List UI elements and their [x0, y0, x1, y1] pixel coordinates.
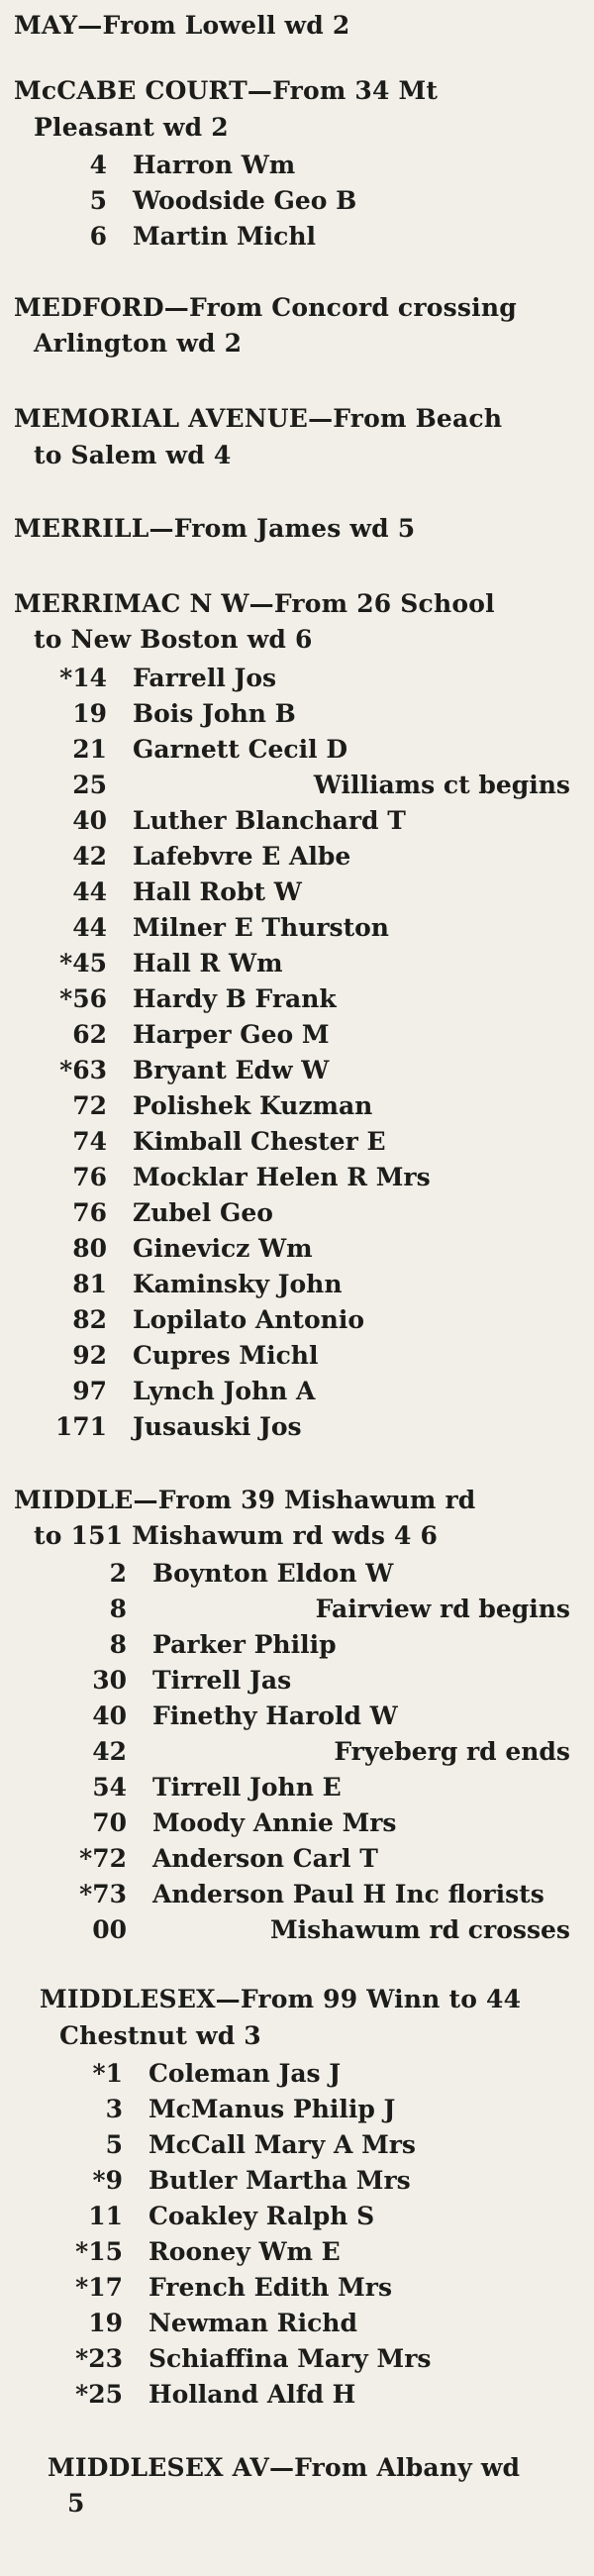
street-heading-text: MEMORIAL AVENUE—From Beach — [14, 404, 503, 434]
street-heading-text: MEDFORD—From Concord crossing — [14, 292, 517, 322]
resident-row — [14, 1770, 580, 1805]
house-number: 42 — [92, 1737, 127, 1766]
street-heading-text: MERRIMAC N W—From 26 School — [14, 589, 495, 618]
street-heading-continuation: to New Boston wd 6 — [34, 625, 313, 655]
resident-row — [14, 946, 580, 981]
entry-list — [14, 148, 580, 255]
house-number: 19 — [88, 2308, 123, 2337]
street-heading-text: MAY—From Lowell wd 2 — [14, 11, 350, 40]
house-number: 74 — [72, 1126, 107, 1156]
resident-row — [14, 2127, 580, 2163]
resident-row — [14, 1841, 580, 1877]
resident-name: French Edith Mrs — [148, 2272, 393, 2302]
house-number: 6 — [89, 221, 107, 251]
house-number: 21 — [72, 734, 107, 764]
house-number: 8 — [109, 1595, 127, 1623]
cross-street-note: Fryeberg rd ends — [334, 1737, 570, 1766]
cross-street-row — [14, 1912, 580, 1948]
house-number: *17 — [75, 2272, 123, 2302]
house-number: 44 — [72, 912, 107, 942]
resident-name: Bois John B — [133, 698, 296, 728]
resident-row — [14, 661, 580, 696]
house-number: 70 — [92, 1808, 127, 1837]
resident-row — [14, 1556, 580, 1592]
resident-row — [14, 910, 580, 946]
house-number: 5 — [89, 185, 107, 215]
resident-row — [14, 1017, 580, 1053]
resident-row — [14, 148, 580, 183]
resident-name: Coleman Jas J — [148, 2058, 342, 2088]
house-number: 76 — [72, 1197, 107, 1227]
resident-name: Kimball Chester E — [133, 1126, 386, 1156]
resident-row — [14, 1267, 580, 1302]
resident-row — [14, 803, 580, 839]
house-number: *45 — [59, 948, 107, 978]
resident-row — [14, 1805, 580, 1841]
resident-row — [14, 2199, 580, 2234]
resident-name: Kaminsky John — [133, 1269, 343, 1298]
house-number: *9 — [92, 2165, 123, 2195]
resident-name: Zubel Geo — [133, 1197, 273, 1227]
street-may — [14, 8, 580, 44]
resident-row — [14, 219, 580, 255]
resident-name: Mocklar Helen R Mrs — [133, 1162, 431, 1191]
resident-name: Boynton Eldon W — [152, 1559, 394, 1588]
street-mccabe — [14, 73, 580, 255]
street-heading-continuation: Chestnut wd 3 — [59, 2020, 261, 2050]
resident-row — [14, 2234, 580, 2270]
resident-row — [14, 981, 580, 1017]
resident-name: Lafebvre E Albe — [133, 841, 351, 871]
street-heading-continuation: Pleasant wd 2 — [34, 112, 229, 142]
resident-name: McManus Philip J — [148, 2094, 396, 2123]
house-number: *15 — [75, 2236, 123, 2266]
street-heading — [14, 290, 580, 362]
resident-name: Hall Robt W — [133, 876, 302, 906]
resident-row — [14, 2306, 580, 2341]
resident-row — [14, 1699, 580, 1734]
resident-row — [14, 1409, 580, 1445]
resident-row — [14, 2270, 580, 2306]
house-number: 81 — [72, 1269, 107, 1298]
cross-street-row — [14, 1734, 580, 1770]
resident-name: Farrell Jos — [133, 663, 277, 692]
house-number: 30 — [92, 1666, 127, 1695]
house-number: 171 — [54, 1411, 107, 1441]
resident-name: Hardy B Frank — [133, 983, 337, 1013]
resident-row — [14, 1302, 580, 1338]
house-number: 76 — [72, 1162, 107, 1191]
house-number: 72 — [72, 1090, 107, 1120]
street-middle — [14, 1483, 580, 1949]
resident-name: McCall Mary A Mrs — [148, 2129, 416, 2159]
house-number: 80 — [72, 1233, 107, 1263]
house-number: 40 — [92, 1701, 127, 1730]
resident-name: Moody Annie Mrs — [152, 1808, 397, 1837]
resident-name: Holland Alfd H — [148, 2379, 356, 2409]
house-number: 54 — [92, 1773, 127, 1802]
resident-row — [14, 2341, 580, 2377]
house-number: *14 — [59, 663, 107, 692]
resident-row — [14, 2163, 580, 2199]
resident-row — [14, 1338, 580, 1374]
street-heading — [14, 73, 580, 146]
resident-row — [14, 1124, 580, 1160]
resident-name: Rooney Wm E — [148, 2236, 341, 2266]
cross-street-note: Fairview rd begins — [315, 1595, 570, 1623]
resident-row — [14, 183, 580, 219]
house-number: 97 — [72, 1376, 107, 1405]
resident-name: Harron Wm — [133, 150, 296, 179]
resident-row — [14, 1627, 580, 1663]
street-heading — [14, 511, 580, 547]
house-number: *1 — [92, 2058, 123, 2088]
resident-name: Martin Michl — [133, 221, 317, 251]
resident-name: Harper Geo M — [133, 1019, 330, 1049]
resident-name: Woodside Geo B — [133, 185, 357, 215]
street-heading-continuation: 5 — [67, 2489, 85, 2518]
street-heading — [14, 1483, 580, 1555]
entry-list — [14, 661, 580, 1445]
street-heading-text: MERRILL—From James wd 5 — [14, 513, 416, 543]
resident-name: Schiaffina Mary Mrs — [148, 2343, 432, 2373]
house-number: 8 — [109, 1630, 127, 1659]
street-heading — [14, 1982, 580, 2054]
house-number: 3 — [105, 2094, 123, 2123]
resident-name: Tirrell Jas — [152, 1666, 292, 1695]
house-number: 62 — [72, 1019, 107, 1049]
house-number: 5 — [105, 2129, 123, 2159]
house-number: *56 — [59, 983, 107, 1013]
resident-name: Coakley Ralph S — [148, 2201, 375, 2230]
house-number: 44 — [72, 876, 107, 906]
house-number: 4 — [89, 150, 107, 179]
resident-row — [14, 1195, 580, 1231]
street-heading-continuation: to 151 Mishawum rd wds 4 6 — [34, 1520, 439, 1550]
house-number: *63 — [59, 1055, 107, 1084]
house-number: 82 — [72, 1304, 107, 1334]
resident-name: Anderson Paul H Inc florists — [152, 1880, 544, 1908]
resident-name: Ginevicz Wm — [133, 1233, 313, 1263]
street-heading-text: MIDDLE—From 39 Mishawum rd — [14, 1485, 476, 1514]
resident-name: Lynch John A — [133, 1376, 316, 1405]
resident-name: Butler Martha Mrs — [148, 2165, 411, 2195]
house-number: 92 — [72, 1340, 107, 1370]
resident-name: Tirrell John E — [152, 1773, 342, 1802]
entry-list — [14, 1556, 580, 1948]
resident-name: Hall R Wm — [133, 948, 283, 978]
resident-name: Jusauski Jos — [133, 1411, 302, 1441]
street-merrill — [14, 511, 580, 547]
resident-name: Newman Richd — [148, 2308, 357, 2337]
street-heading — [14, 2450, 580, 2523]
resident-name: Luther Blanchard T — [133, 805, 406, 835]
resident-row — [14, 1374, 580, 1409]
cross-street-row — [14, 768, 580, 803]
cross-street-note: Mishawum rd crosses — [269, 1915, 570, 1945]
house-number: 25 — [72, 770, 107, 799]
resident-name: Garnett Cecil D — [133, 734, 348, 764]
street-heading — [14, 586, 580, 659]
house-number: 40 — [72, 805, 107, 835]
resident-row — [14, 1053, 580, 1088]
cross-street-note: Williams ct begins — [313, 770, 570, 799]
resident-name: Cupres Michl — [133, 1340, 319, 1370]
street-merrimac — [14, 586, 580, 1445]
house-number: 19 — [72, 698, 107, 728]
resident-row — [14, 1663, 580, 1699]
street-middlesex-av — [14, 2450, 580, 2523]
resident-row — [14, 1088, 580, 1124]
street-medford — [14, 290, 580, 362]
street-heading — [14, 8, 580, 44]
house-number: 42 — [72, 841, 107, 871]
entry-list — [14, 2056, 580, 2413]
house-number: 00 — [92, 1915, 127, 1945]
house-number: *23 — [75, 2343, 123, 2373]
resident-row — [14, 696, 580, 732]
resident-name: Finethy Harold W — [152, 1701, 398, 1730]
resident-row — [14, 2377, 580, 2413]
street-middlesex — [14, 1982, 580, 2413]
resident-name: Anderson Carl T — [152, 1844, 378, 1873]
house-number: *25 — [75, 2379, 123, 2409]
resident-row — [14, 732, 580, 768]
street-heading-text: McCABE COURT—From 34 Mt — [14, 76, 439, 106]
resident-row — [14, 2056, 580, 2092]
resident-row — [14, 1160, 580, 1195]
resident-row — [14, 839, 580, 875]
resident-name: Parker Philip — [152, 1630, 337, 1659]
resident-name: Lopilato Antonio — [133, 1304, 364, 1334]
resident-name: Bryant Edw W — [133, 1055, 330, 1084]
house-number: 2 — [109, 1559, 127, 1588]
resident-row — [14, 1231, 580, 1267]
street-heading-text: MIDDLESEX—From 99 Winn to 44 — [40, 1985, 522, 2014]
resident-row — [14, 1877, 580, 1912]
street-heading-text: MIDDLESEX AV—From Albany wd — [48, 2452, 521, 2482]
resident-row — [14, 2092, 580, 2127]
street-heading-continuation: Arlington wd 2 — [34, 329, 243, 358]
resident-name: Milner E Thurston — [133, 912, 389, 942]
cross-street-row — [14, 1592, 580, 1627]
house-number: *73 — [79, 1880, 127, 1908]
street-heading-continuation: to Salem wd 4 — [34, 440, 232, 469]
house-number: 11 — [88, 2201, 123, 2230]
resident-row — [14, 875, 580, 910]
resident-name: Polishek Kuzman — [133, 1090, 373, 1120]
house-number: *72 — [79, 1844, 127, 1873]
street-heading — [14, 401, 580, 473]
street-memorial — [14, 401, 580, 473]
